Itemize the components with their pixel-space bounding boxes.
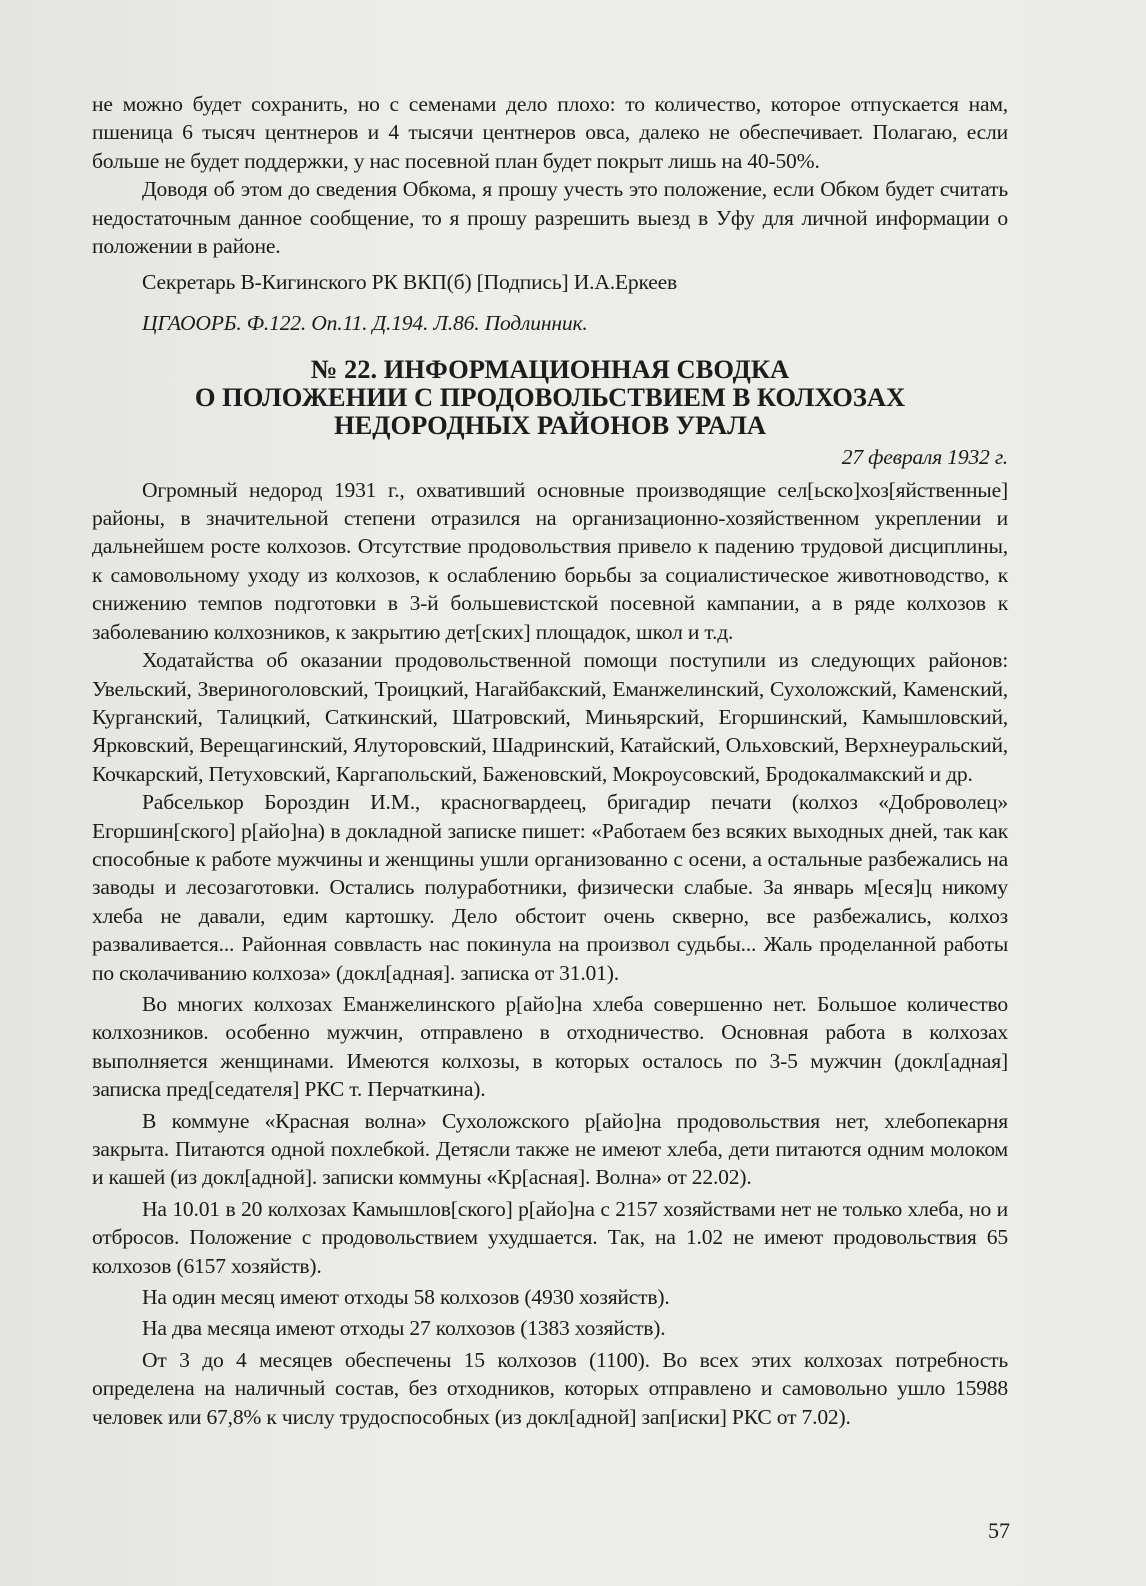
page-number: 57 <box>988 1518 1010 1543</box>
document-date: 27 февраля 1932 г. <box>841 445 1008 470</box>
title-line-1: № 22. ИНФОРМАЦИОННАЯ СВОДКА <box>310 354 790 385</box>
archive-reference: ЦГАООРБ. Ф.122. Оп.11. Д.194. Л.86. Подлинник. <box>142 310 588 335</box>
document-title <box>92 355 1008 439</box>
signature-line: Секретарь В-Кигинского РК ВКП(б) [Подпись] И.А.Еркеев <box>142 270 678 295</box>
body-paragraph-3: Рабселькор Бороздин И.М., красногвардеец, бригадир печати (колхоз «Доброволец» Егоршин[ского] р[айо]на) в докладной записке пишет: «Работаем без всяких выходных дней, так как способные к работе мужчины и женщины ушли организованно с осени, а остальные разбежались на заводы и лесозаготовки. Остались полуработники, физически слабые. За январь м[еся]ц никому хлеба не давали, едим картошку. Дело обстоит очень скверно, все разбежались, колхоз разваливается... Районная соввласть нас покинула на произвол судьбы... Жаль проделанной работы по сколачиванию колхоза» (докл[адная]. записка от 31.01). <box>92 790 1008 985</box>
body-paragraph-9: От 3 до 4 месяцев обеспечены 15 колхозов (1100). Во всех этих колхозах потребность определена на наличный состав, без отходников, которых отправлено и самовольно ушло 15988 человек или 67,8% к числу трудоспособных (из докл[адной] зап[иски] РКС от 7.02). <box>92 1347 1008 1429</box>
body-paragraph-8: На два месяца имеют отходы 27 колхозов (1383 хозяйств). <box>142 1316 666 1341</box>
page-text-column <box>92 90 1008 1431</box>
body-paragraph-1: Огромный недород 1931 г., охвативший основные производящие сел[ьско]хоз[яйственные] районы, в значительной степени отразился на организационно-хозяйственном укреплении и дальнейшем росте колхозов. Отсутствие продовольствия привело к падению трудовой дисциплины, к самовольному уходу из колхозов, к ослаблению борьбы за социалистическое животноводство, к снижению темпов подготовки в 3-й большевистской посевной кампании, а в ряде колхозов к заболеванию колхозников, к закрытию дет[ских] площадок, школ и т.д. <box>92 477 1008 644</box>
intro-paragraph-2: Доводя об этом до сведения Обкома, я прошу учесть это положение, если Обком будет считать недостаточным данное сообщение, то я прошу разрешить выезд в Уфу для личной информации о положении в районе. <box>92 177 1008 259</box>
title-line-2: О ПОЛОЖЕНИИ С ПРОДОВОЛЬСТВИЕМ В КОЛХОЗАХ <box>194 382 906 413</box>
body-paragraph-5: В коммуне «Красная волна» Сухоложского р[айо]на продовольствия нет, хлебопекарня закрыта. Питаются одной похлебкой. Детясли также не имеют хлеба, дети питаются одним молоком и кашей (из докл[адной]. записки коммуны «Кр[асная]. Волна» от 22.02). <box>92 1108 1008 1190</box>
body-paragraph-2: Ходатайства об оказании продовольственной помощи поступили из следующих районов: Увельский, Звериноголовский, Троицкий, Нагайбакский, Еманжелинский, Сухоложский, Каменский, Курганский, Талицкий, Саткинский, Шатровский, Миньярский, Егоршинский, Камышловский, Ярковский, Верещагинский, Ялуторовский, Шадринский, Катайский, Ольховский, Верхнеуральский, Кочкарский, Петуховский, Каргапольский, Баженовский, Мокроусовский, Бродокалмакский и др. <box>92 648 1008 786</box>
intro-paragraph-1: не можно будет сохранить, но с семенами дело плохо: то количество, которое отпускается нам, пшеница 6 тысяч центнеров и 4 тысячи центнеров овса, далеко не обеспечивает. Полагаю, если больше не будет поддержки, у нас посевной план будет покрыт лишь на 40-50%. <box>92 92 1008 173</box>
body-paragraph-4: Во многих колхозах Еманжелинского р[айо]на хлеба совершенно нет. Большое количество колхозников. особенно мужчин, отправлено в отходничество. Основная работа в колхозах выполняется женщинами. Имеются колхозы, в которых осталось по 3-5 мужчин (докл[адная] записка пред[седателя] РКС т. Перчаткина). <box>92 991 1008 1102</box>
body-paragraph-7: На один месяц имеют отходы 58 колхозов (4930 хозяйств). <box>142 1285 670 1310</box>
title-line-3: НЕДОРОДНЫХ РАЙОНОВ УРАЛА <box>333 410 767 441</box>
body-paragraph-6: На 10.01 в 20 колхозах Камышлов[ского] р[айо]на с 2157 хозяйствами нет не только хлеба, но и отбросов. Положение с продовольствием ухудшается. Так, на 1.02 не имеют продовольствия 65 колхозов (6157 хозяйств). <box>92 1196 1008 1278</box>
